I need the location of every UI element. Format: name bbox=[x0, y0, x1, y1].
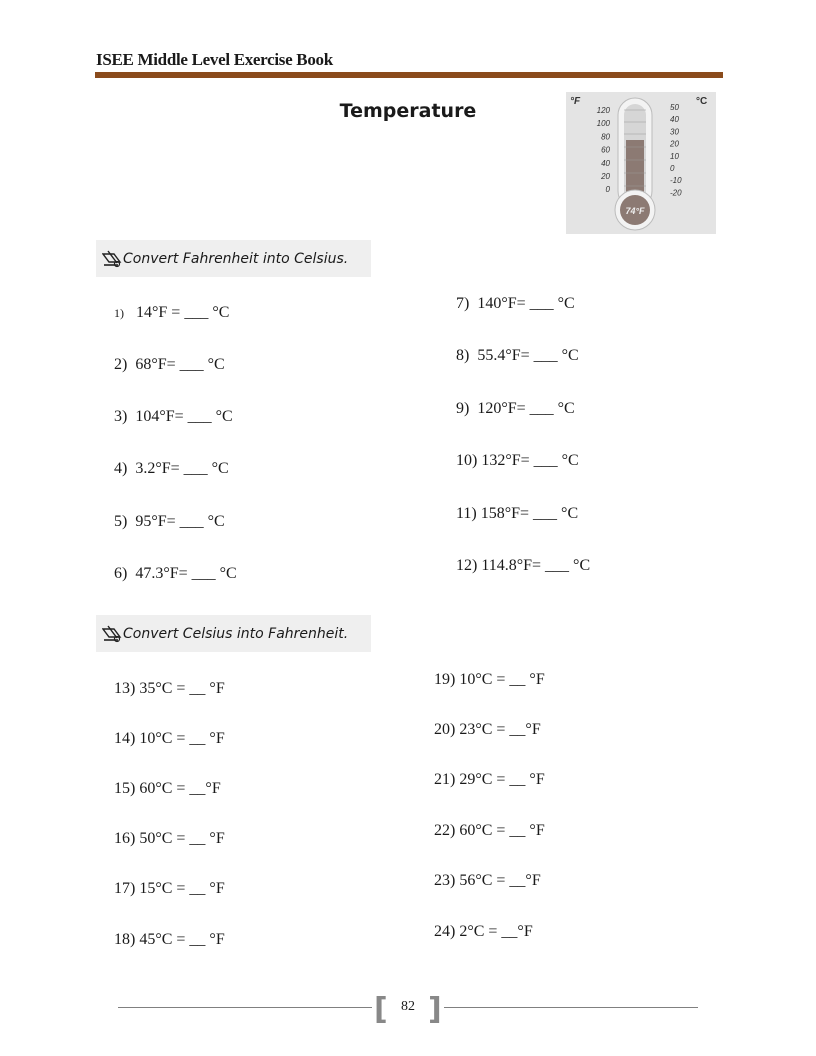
reading-label: 74°F bbox=[625, 206, 645, 216]
problem-1 bbox=[114, 304, 229, 322]
problem-expression: 50°C = __ °F bbox=[139, 830, 225, 847]
problem-expression: 3.2°F= ___ °C bbox=[135, 460, 229, 477]
instruction-f-to-c: Convert Fahrenheit into Celsius. bbox=[123, 251, 349, 267]
problem-number: 17) bbox=[114, 880, 136, 897]
problem-expression: 60°C = __°F bbox=[139, 780, 221, 797]
fahrenheit-tick-label: 60 bbox=[601, 145, 610, 155]
problem-number: 19) bbox=[434, 671, 456, 688]
problem-number: 24) bbox=[434, 923, 456, 940]
problem-11 bbox=[456, 505, 578, 523]
problem-2 bbox=[114, 356, 225, 374]
problem-9 bbox=[456, 400, 575, 418]
problem-18 bbox=[114, 931, 225, 949]
left-brace-ornament: [ bbox=[374, 992, 388, 1027]
problem-8 bbox=[456, 347, 579, 365]
problem-number: 11) bbox=[456, 505, 477, 522]
problem-number: 9) bbox=[456, 400, 470, 417]
problem-expression: 10°C = __ °F bbox=[459, 671, 545, 688]
problem-19 bbox=[434, 671, 545, 689]
problem-expression: 60°C = __ °F bbox=[459, 822, 545, 839]
pencil-book-icon bbox=[102, 625, 122, 643]
fahrenheit-tick-label: 80 bbox=[601, 132, 610, 142]
thermometer-image bbox=[566, 92, 716, 234]
problem-expression: 158°F= ___ °C bbox=[480, 505, 579, 522]
problem-10 bbox=[456, 452, 579, 470]
fahrenheit-tick-label: 40 bbox=[601, 158, 610, 168]
fahrenheit-tick-label: 20 bbox=[601, 172, 610, 181]
celsius-unit: °C bbox=[696, 96, 708, 107]
problem-number: 14) bbox=[114, 730, 136, 747]
problem-6 bbox=[114, 565, 237, 583]
celsius-tick-label: -10 bbox=[670, 176, 682, 186]
problem-number: 1) bbox=[114, 306, 124, 320]
problem-number: 13) bbox=[114, 680, 136, 697]
problem-expression: 35°C = __ °F bbox=[139, 680, 225, 697]
problem-7 bbox=[456, 295, 575, 313]
problem-number: 12) bbox=[456, 557, 478, 574]
instruction-c-to-f: Convert Celsius into Fahrenheit. bbox=[123, 626, 349, 642]
problem-expression: 104°F= ___ °C bbox=[135, 408, 233, 425]
problem-expression: 45°C = __ °F bbox=[139, 931, 225, 948]
thermometer-graphic bbox=[566, 92, 716, 234]
problem-12 bbox=[456, 557, 590, 575]
fahrenheit-unit: °F bbox=[570, 96, 581, 107]
problem-4 bbox=[114, 460, 229, 478]
right-brace-ornament: ] bbox=[428, 992, 442, 1027]
footer-rule-left bbox=[118, 1007, 372, 1008]
problem-13 bbox=[114, 680, 225, 698]
problem-expression: 95°F= ___ °C bbox=[135, 513, 225, 530]
celsius-tick-label: 30 bbox=[670, 127, 679, 137]
problem-21 bbox=[434, 771, 545, 789]
fahrenheit-tick-label: 0 bbox=[605, 185, 610, 195]
celsius-tick-label: 50 bbox=[670, 103, 679, 112]
problem-22 bbox=[434, 822, 545, 840]
problem-number: 22) bbox=[434, 822, 456, 839]
problem-expression: 14°F = ___ °C bbox=[136, 304, 230, 321]
celsius-tick-label: 0 bbox=[670, 164, 675, 173]
fahrenheit-tick-label: 120 bbox=[596, 106, 610, 115]
problem-number: 3) bbox=[114, 408, 128, 425]
problem-expression: 55.4°F= ___ °C bbox=[477, 347, 579, 364]
book-title: ISEE Middle Level Exercise Book bbox=[96, 50, 333, 69]
header-rule bbox=[95, 72, 723, 78]
page-title: Temperature bbox=[339, 100, 477, 122]
problem-number: 10) bbox=[456, 452, 478, 469]
problem-14 bbox=[114, 730, 225, 748]
problem-number: 8) bbox=[456, 347, 470, 364]
problem-24 bbox=[434, 923, 533, 941]
celsius-tick-label: -20 bbox=[670, 188, 682, 198]
problem-expression: 15°C = __ °F bbox=[139, 880, 225, 897]
problem-23 bbox=[434, 872, 541, 890]
problem-17 bbox=[114, 880, 225, 898]
section-banner-c-to-f bbox=[96, 615, 371, 652]
celsius-tick-label: 10 bbox=[670, 151, 679, 161]
problem-number: 5) bbox=[114, 513, 128, 530]
problem-expression: 132°F= ___ °C bbox=[481, 452, 579, 469]
celsius-tick-label: 20 bbox=[670, 139, 679, 149]
problem-expression: 10°C = __ °F bbox=[139, 730, 225, 747]
problem-expression: 2°C = __°F bbox=[459, 923, 533, 940]
celsius-tick-label: 40 bbox=[670, 115, 679, 125]
problem-number: 16) bbox=[114, 830, 136, 847]
problem-number: 7) bbox=[456, 295, 470, 312]
problem-expression: 120°F= ___ °C bbox=[477, 400, 575, 417]
pencil-book-icon bbox=[102, 250, 122, 268]
problem-number: 23) bbox=[434, 872, 456, 889]
problem-number: 6) bbox=[114, 565, 128, 582]
problem-expression: 68°F= ___ °C bbox=[135, 356, 225, 373]
problem-15 bbox=[114, 780, 221, 798]
fahrenheit-tick-label: 100 bbox=[596, 119, 610, 129]
problem-number: 15) bbox=[114, 780, 136, 797]
problem-number: 18) bbox=[114, 931, 136, 948]
problem-expression: 140°F= ___ °C bbox=[477, 295, 575, 312]
problem-16 bbox=[114, 830, 225, 848]
footer-rule-right bbox=[444, 1007, 698, 1008]
problem-number: 4) bbox=[114, 460, 128, 477]
problem-expression: 23°C = __°F bbox=[459, 721, 541, 738]
problem-expression: 114.8°F= ___ °C bbox=[481, 557, 591, 574]
problem-3 bbox=[114, 408, 233, 426]
problem-expression: 47.3°F= ___ °C bbox=[135, 565, 237, 582]
problem-expression: 29°C = __ °F bbox=[459, 771, 545, 788]
problem-expression: 56°C = __°F bbox=[459, 872, 541, 889]
section-banner-f-to-c bbox=[96, 240, 371, 277]
problem-number: 21) bbox=[434, 771, 456, 788]
problem-number: 20) bbox=[434, 721, 456, 738]
page-number: 82 bbox=[401, 999, 415, 1014]
problem-number: 2) bbox=[114, 356, 128, 373]
problem-20 bbox=[434, 721, 541, 739]
problem-5 bbox=[114, 513, 225, 531]
